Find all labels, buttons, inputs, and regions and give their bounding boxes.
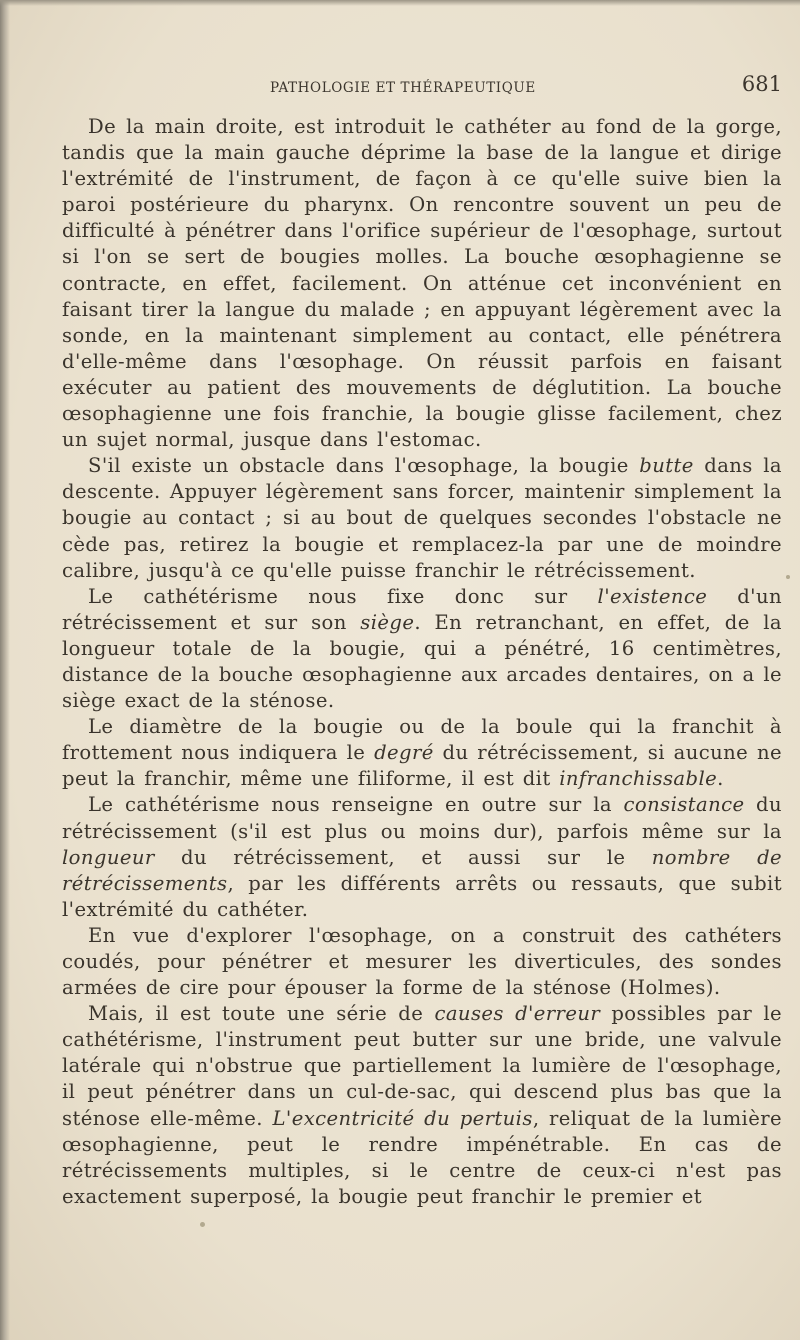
italic-text: nombre de rétrécissements — [62, 845, 783, 895]
page-top-edge — [0, 0, 800, 6]
text-run: Le diamètre de la bougie ou de la boule qui la franchit à frottement nous indiquera le — [62, 715, 782, 765]
page-header — [62, 72, 782, 102]
paper-speck — [200, 1222, 205, 1227]
paper-speck — [786, 575, 790, 579]
paragraph — [62, 114, 782, 453]
italic-text: l'existence — [597, 584, 708, 608]
text-run: du rétrécissement, et aussi sur le — [154, 845, 652, 869]
italic-text: consistance — [623, 793, 745, 817]
text-run: Le cathétérisme nous renseigne en outre sur la — [88, 793, 624, 817]
paragraph — [62, 453, 782, 583]
italic-text: siège — [360, 610, 415, 634]
italic-text: causes d'erreur — [434, 1002, 601, 1026]
text-run: dans la descente. Appuyer légèrement sans forcer, maintenir simplement la bougie au contact ; si au bout de quelques secondes l'obstacle ne cède pas, retirez la bougie et remplacez-la par une de moindre calibre, jusqu'à ce qu'elle puisse franchir le rétrécissement. — [62, 454, 782, 582]
text-run: S'il existe un obstacle dans l'œsophage, la bougie — [88, 454, 640, 478]
text-run: , par les différents arrêts ou ressauts, que subit l'extrémité du cathéter. — [62, 871, 782, 921]
paragraph — [62, 792, 782, 922]
italic-text: longueur — [62, 845, 155, 869]
italic-text: butte — [639, 454, 694, 478]
italic-text: infranchissable — [559, 767, 718, 791]
paragraph — [62, 714, 782, 792]
page-number: 681 — [741, 72, 782, 96]
text-run: De la main droite, est introduit le cathéter au fond de la gorge, tandis que la main gauche déprime la base de la langue et dirige l'extrémité de l'instrument, de façon à ce qu'elle suive bien la paroi postérieure du pharynx. On rencontre souvent un peu de difficulté à pénétrer dans l'orifice supérieur de l'œsophage, surtout si l'on se sert de bougies molles. La bouche œsophagienne se contracte, en effet, facilement. On atténue cet inconvénient en faisant tirer la langue du malade ; en appuyant légèrement avec la sonde, en la maintenant simplement au contact, elle pénétrera d'elle-même dans l'œsophage. On réussit parfois en faisant exécuter au patient des mouvements de déglutition. La bouche œsophagienne une fois franchie, la bougie glisse facilement, chez un sujet normal, jusque dans l'estomac. — [62, 115, 782, 452]
text-run: Le cathétérisme nous fixe donc sur — [88, 584, 598, 608]
body-text — [62, 114, 782, 1210]
paragraph — [62, 923, 782, 1001]
text-run: du rétrécissement (s'il est plus ou moins dur), parfois même sur la — [62, 793, 782, 843]
text-run: En vue d'explorer l'œsophage, on a construit des cathéters coudés, pour pénétrer et mesurer les diverticules, des sondes armées de cire pour épouser la forme de la sténose (Holmes). — [62, 923, 782, 1000]
text-run: Mais, il est toute une série de — [88, 1002, 435, 1026]
italic-text: L'excentricité du pertuis — [272, 1106, 533, 1130]
text-run: . — [717, 767, 724, 791]
running-title: PATHOLOGIE ET THÉRAPEUTIQUE — [270, 80, 536, 96]
page-binding-shadow — [0, 0, 10, 1340]
text-run: , reliquat de la lumière œsophagienne, peut le rendre impénétrable. En cas de rétrécissements multiples, si le centre de ceux-ci n'est pas exactement superposé, la bougie peut franchir le premier et — [62, 1106, 782, 1208]
paragraph — [62, 1001, 782, 1210]
text-run: du rétrécissement, si aucune ne peut la franchir, même une filiforme, il est dit — [62, 741, 782, 791]
text-run: . En retranchant, en effet, de la longueur totale de la bougie, qui a pénétré, 16 centimètres, distance de la bouche œsophagienne aux arcades dentaires, on a le siège exact de la sténose. — [62, 610, 782, 713]
paragraph — [62, 584, 782, 714]
text-run: possibles par le cathétérisme, l'instrument peut butter sur une bride, une valvule latérale qui n'obstrue que partiellement la lumière de l'œsophage, il peut pénétrer dans un cul-de-sac, qui descend plus bas que la sténose elle-même. — [62, 1002, 782, 1130]
italic-text: degré — [374, 741, 434, 765]
text-run: d'un rétrécissement et sur son — [62, 584, 782, 634]
